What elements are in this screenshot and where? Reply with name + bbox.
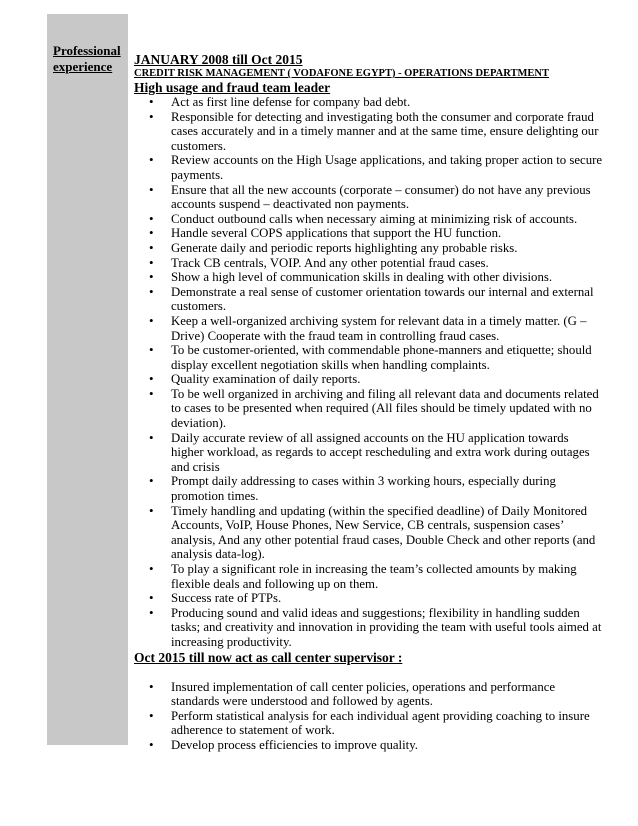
duty-item: • To be well organized in archiving and filing all relevant data and documents related to cases to be presented when required (All files should be timely updated with no deviation). — [134, 387, 604, 431]
duty-item: • Producing sound and valid ideas and suggestions; flexibility in handling sudden tasks; and creativity and innovation in providing the team with useful tools aimed at increasing productivity. — [134, 606, 604, 650]
job-dates: JANUARY 2008 till Oct 2015 — [134, 52, 303, 67]
duty-item: • Demonstrate a real sense of customer orientation towards our internal and external customers. — [134, 285, 604, 314]
duty-item: • Ensure that all the new accounts (corporate – consumer) do not have any previous accounts suspend – deactivated non payments. — [134, 183, 604, 212]
section-sidebar — [47, 14, 128, 745]
duty-item: • Quality examination of daily reports. — [134, 372, 604, 387]
section-label: Professional experience — [53, 43, 121, 74]
duty-item: • Generate daily and periodic reports highlighting any probable risks. — [134, 241, 604, 256]
job2-title: Oct 2015 till now act as call center supervisor : — [134, 649, 403, 665]
duty-item: • Insured implementation of call center policies, operations and performance standards were understood and followed by agents. — [134, 680, 604, 709]
job-company: CREDIT RISK MANAGEMENT ( VODAFONE EGYPT) - OPERATIONS DEPARTMENT — [134, 68, 549, 79]
duty-item: • Perform statistical analysis for each individual agent providing coaching to insure adherence to statement of work. — [134, 709, 604, 738]
duty-item: • To play a significant role in increasing the team’s collected amounts by making flexible deals and following up on them. — [134, 562, 604, 591]
duty-item: • Daily accurate review of all assigned accounts on the HU application towards higher workload, as regards to accept rescheduling and extra work during outages and crisis — [134, 431, 604, 475]
duty-item: • Develop process efficiencies to improve quality. — [134, 738, 604, 753]
duty-item: • To be customer-oriented, with commendable phone-manners and etiquette; should display excellent negotiation skills when handling complaints. — [134, 343, 604, 372]
duty-item: • Act as first line defense for company bad debt. — [134, 95, 604, 110]
duty-item: • Conduct outbound calls when necessary aiming at minimizing risk of accounts. — [134, 212, 604, 227]
duty-item: • Timely handling and updating (within the specified deadline) of Daily Monitored Accounts, VoIP, House Phones, New Service, CB centrals, suspension cases’ analysis, And any other potential fraud cases, Double Check and other reports (and analysis data-log). — [134, 504, 604, 562]
experience-content — [134, 52, 604, 753]
job1-duties-list — [134, 95, 604, 650]
duty-item: • Show a high level of communication skills in dealing with other divisions. — [134, 270, 604, 285]
duty-item: • Review accounts on the High Usage applications, and taking proper action to secure payments. — [134, 153, 604, 182]
job-role: High usage and fraud team leader — [134, 80, 331, 95]
job2-duties-list — [134, 680, 604, 753]
duty-item: • Track CB centrals, VOIP. And any other potential fraud cases. — [134, 256, 604, 271]
duty-item: • Keep a well-organized archiving system for relevant data in a timely matter. (G –Drive) Cooperate with the fraud team in controlling fraud cases. — [134, 314, 604, 343]
duty-item: • Prompt daily addressing to cases within 3 working hours, especially during promotion times. — [134, 474, 604, 503]
duty-item: • Success rate of PTPs. — [134, 591, 604, 606]
duty-item: • Responsible for detecting and investigating both the consumer and corporate fraud cases accurately and in a timely manner and at the same time, ensure delighting our customers. — [134, 110, 604, 154]
duty-item: • Handle several COPS applications that support the HU function. — [134, 226, 604, 241]
